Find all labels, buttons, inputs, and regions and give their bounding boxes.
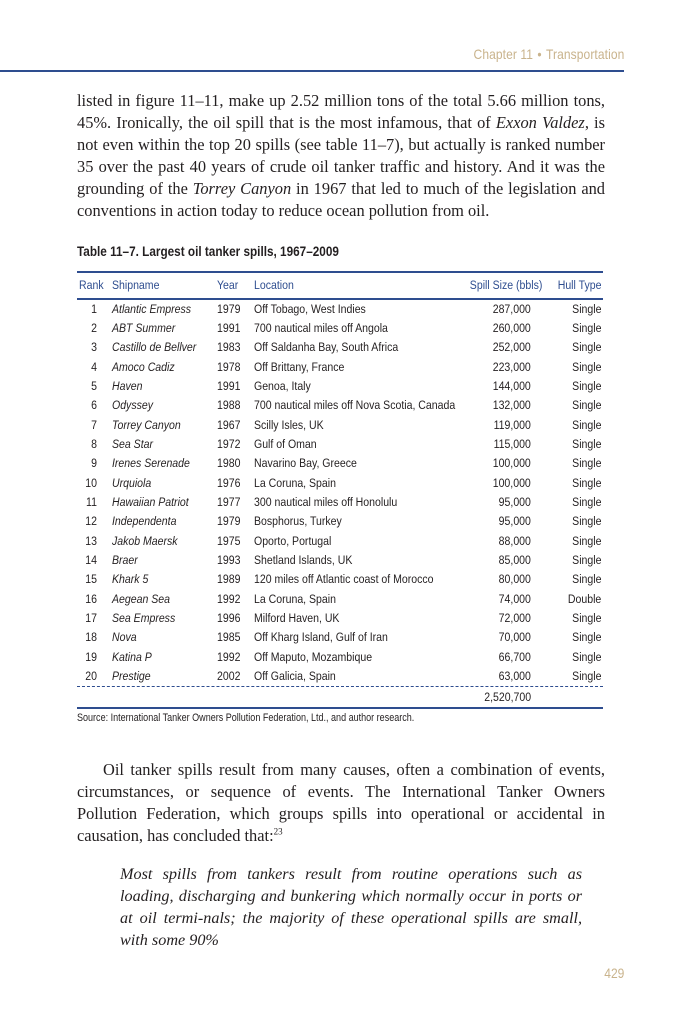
year-cell: 1979 <box>217 301 241 316</box>
table-row <box>77 300 603 319</box>
location-cell: 120 miles off Atlantic coast of Morocco <box>254 572 434 587</box>
rank-cell: 18 <box>85 630 97 645</box>
shipname-cell: Irenes Serenade <box>112 456 190 471</box>
hull-type-cell: Single <box>571 494 601 509</box>
rank-cell: 20 <box>85 669 97 684</box>
location-cell: Scilly Isles, UK <box>254 417 324 432</box>
table-row <box>77 416 603 435</box>
hull-type-cell: Single <box>571 649 601 664</box>
location-cell: 700 nautical miles off Nova Scotia, Canada <box>254 398 456 413</box>
table-row <box>77 609 603 628</box>
year-cell: 1989 <box>217 572 241 587</box>
table-row <box>77 570 603 589</box>
shipname-cell: Haven <box>112 378 143 393</box>
location-cell: 700 nautical miles off Angola <box>254 320 388 335</box>
shipname-cell: Odyssey <box>112 398 153 413</box>
shipname-cell: Independenta <box>112 514 177 529</box>
intro-text-3: in 1967 that led to much of the legislation and conventions in action today to reduce ocean pollution from oil. <box>77 179 605 220</box>
year-cell: 1979 <box>217 514 241 529</box>
shipname-cell: Urquiola <box>112 475 152 490</box>
shipname-cell: Nova <box>112 630 137 645</box>
year-cell: 1991 <box>217 378 241 393</box>
rank-cell: 13 <box>85 533 97 548</box>
location-cell: Gulf of Oman <box>254 436 317 451</box>
spill-size-cell: 252,000 <box>492 340 531 355</box>
shipname-cell: Katina P <box>112 649 152 664</box>
shipname-cell: Sea Star <box>112 436 153 451</box>
intro-text-1: listed in figure 11–11, make up 2.52 million tons of the total 5.66 million tons, 45%. Ironically, the oil spill that is the most infamous, that of <box>77 91 605 132</box>
hull-type-cell: Single <box>571 359 601 374</box>
hull-type-cell: Single <box>571 533 601 548</box>
spill-size-cell: 63,000 <box>498 669 531 684</box>
table-row <box>77 551 603 570</box>
location-cell: Navarino Bay, Greece <box>254 456 357 471</box>
year-cell: 1991 <box>217 320 241 335</box>
spill-size-cell: 223,000 <box>492 359 531 374</box>
year-cell: 1977 <box>217 494 241 509</box>
rank-cell: 4 <box>91 359 97 374</box>
table-bottom-rule <box>77 707 603 709</box>
spill-size-cell: 70,000 <box>498 630 531 645</box>
location-cell: Milford Haven, UK <box>254 611 340 625</box>
rank-cell: 7 <box>91 417 97 432</box>
table-total-value: 2,520,700 <box>484 690 531 705</box>
hull-type-cell: Single <box>571 301 601 316</box>
hull-type-cell: Single <box>571 320 601 335</box>
hull-type-cell: Single <box>571 514 601 529</box>
rank-cell: 9 <box>91 456 97 471</box>
table-row <box>77 628 603 647</box>
year-cell: 1975 <box>217 533 241 548</box>
rank-cell: 17 <box>85 611 97 625</box>
table-row <box>77 358 603 377</box>
hull-type-cell: Double <box>567 591 601 606</box>
location-cell: Off Kharg Island, Gulf of Iran <box>254 630 388 645</box>
spill-size-cell: 287,000 <box>492 301 531 316</box>
section-label: Transportation <box>545 46 624 62</box>
rank-cell: 8 <box>91 436 97 451</box>
shipname-cell: ABT Summer <box>112 320 176 335</box>
chapter-heading <box>473 46 624 62</box>
chapter-label: Chapter 11 <box>473 46 533 62</box>
shipname-cell: Braer <box>112 552 138 567</box>
location-cell: Off Tobago, West Indies <box>254 301 366 316</box>
year-cell: 2002 <box>217 669 241 684</box>
table-row <box>77 319 603 338</box>
year-cell: 1980 <box>217 456 241 471</box>
table-body <box>77 300 603 687</box>
header-hull-type: Hull Type <box>557 278 601 292</box>
intro-text-2: , is not even within the top 20 spills (see table 11–7), but actually is ranked number 35 over the past 40 years of crude oil tanker traffic and history. And it was the grounding of the <box>77 113 605 198</box>
rank-cell: 5 <box>91 378 97 393</box>
table-row <box>77 474 603 493</box>
year-cell: 1976 <box>217 475 241 490</box>
table-row <box>77 338 603 357</box>
year-cell: 1988 <box>217 398 241 413</box>
footnote-marker: 23 <box>273 826 283 837</box>
year-cell: 1972 <box>217 436 241 451</box>
location-cell: Genoa, Italy <box>254 378 311 393</box>
table-row <box>77 377 603 396</box>
body-paragraph-text: Oil tanker spills result from many causes, often a combination of events, circumstances, or sequence of events. The International Tanker Owners Pollution Federation, which groups spills into operational or accidental in causation, has concluded that: <box>77 760 605 845</box>
hull-type-cell: Single <box>571 669 601 684</box>
hull-type-cell: Single <box>571 475 601 490</box>
hull-type-cell: Single <box>571 436 601 451</box>
table-title: Table 11–7. Largest oil tanker spills, 1967–2009 <box>77 243 339 259</box>
page-number: 429 <box>603 965 624 981</box>
table-row <box>77 493 603 512</box>
shipname-cell: Castillo de Bellver <box>112 340 197 355</box>
spill-size-cell: 132,000 <box>492 398 531 413</box>
table-row <box>77 532 603 551</box>
table-row <box>77 396 603 415</box>
location-cell: Off Brittany, France <box>254 359 345 374</box>
rank-cell: 11 <box>86 494 97 509</box>
shipname-cell: Torrey Canyon <box>112 417 181 432</box>
table-row <box>77 590 603 609</box>
rank-cell: 6 <box>91 398 97 413</box>
year-cell: 1983 <box>217 340 241 355</box>
year-cell: 1992 <box>217 591 241 606</box>
intro-paragraph <box>77 90 605 222</box>
spill-size-cell: 88,000 <box>498 533 531 548</box>
table-header-row <box>77 273 603 298</box>
spill-size-cell: 80,000 <box>498 572 531 587</box>
location-cell: 300 nautical miles off Honolulu <box>254 494 398 509</box>
year-cell: 1978 <box>217 359 241 374</box>
spill-size-cell: 100,000 <box>492 456 531 471</box>
header-rule <box>0 70 624 72</box>
spill-size-cell: 260,000 <box>492 320 531 335</box>
hull-type-cell: Single <box>571 417 601 432</box>
running-header <box>0 0 682 72</box>
body-paragraph <box>77 759 605 847</box>
shipname-cell: Khark 5 <box>112 572 149 587</box>
location-cell: Off Galicia, Spain <box>254 669 336 684</box>
table-source-note: Source: International Tanker Owners Pollution Federation, Ltd., and author research. <box>77 712 415 724</box>
spill-size-cell: 85,000 <box>498 552 531 567</box>
year-cell: 1992 <box>217 649 241 664</box>
location-cell: La Coruna, Spain <box>254 591 336 606</box>
spill-size-cell: 95,000 <box>498 494 531 509</box>
location-cell: Off Saldanha Bay, South Africa <box>254 340 399 355</box>
location-cell: Shetland Islands, UK <box>254 552 353 567</box>
hull-type-cell: Single <box>571 378 601 393</box>
rank-cell: 3 <box>91 340 97 355</box>
table-row <box>77 648 603 667</box>
shipname-cell: Sea Empress <box>112 611 176 625</box>
spill-table <box>77 271 603 709</box>
table-row <box>77 435 603 454</box>
table-row <box>77 512 603 531</box>
spill-size-cell: 115,000 <box>493 436 531 451</box>
location-cell: Oporto, Portugal <box>254 533 332 548</box>
spill-size-cell: 119,000 <box>493 417 531 432</box>
hull-type-cell: Single <box>571 340 601 355</box>
shipname-cell: Jakob Maersk <box>112 533 178 548</box>
header-shipname: Shipname <box>112 278 160 292</box>
rank-cell: 12 <box>85 514 97 529</box>
year-cell: 1967 <box>217 417 241 432</box>
year-cell: 1993 <box>217 552 241 567</box>
table-row <box>77 454 603 473</box>
shipname-cell: Atlantic Empress <box>112 301 192 316</box>
rank-cell: 19 <box>85 649 97 664</box>
spill-size-cell: 74,000 <box>498 591 531 606</box>
spill-size-cell: 100,000 <box>492 475 531 490</box>
header-location: Location <box>254 278 294 292</box>
table-total-row <box>77 687 603 707</box>
rank-cell: 1 <box>91 301 97 316</box>
shipname-cell: Prestige <box>112 669 151 684</box>
hull-type-cell: Single <box>571 456 601 471</box>
bullet-separator: • <box>536 46 542 62</box>
block-quote: Most spills from tankers result from routine operations such as loading, discharging and bunkering which normally occur in ports or at oil termi-nals; the majority of these operational spills are small, with some 90% <box>120 865 582 949</box>
spill-size-cell: 72,000 <box>498 611 531 625</box>
rank-cell: 14 <box>85 552 97 567</box>
spill-size-cell: 144,000 <box>492 378 531 393</box>
hull-type-cell: Single <box>571 630 601 645</box>
table-row <box>77 667 603 686</box>
shipname-cell: Hawaiian Patriot <box>112 494 189 509</box>
intro-ship-exxon: Exxon Valdez <box>495 113 585 132</box>
rank-cell: 15 <box>85 572 97 587</box>
spill-size-cell: 66,700 <box>498 649 531 664</box>
shipname-cell: Aegean Sea <box>112 591 170 606</box>
year-cell: 1996 <box>217 611 241 625</box>
rank-cell: 10 <box>85 475 97 490</box>
location-cell: La Coruna, Spain <box>254 475 336 490</box>
intro-ship-torrey: Torrey Canyon <box>192 179 292 198</box>
hull-type-cell: Single <box>571 572 601 587</box>
location-cell: Off Maputo, Mozambique <box>254 649 373 664</box>
header-rank: Rank <box>79 278 104 292</box>
header-year: Year <box>217 278 239 292</box>
rank-cell: 2 <box>91 320 97 335</box>
hull-type-cell: Single <box>571 611 601 625</box>
rank-cell: 16 <box>85 591 97 606</box>
header-spill-size: Spill Size (bbls) <box>469 278 542 292</box>
location-cell: Bosphorus, Turkey <box>254 514 342 529</box>
shipname-cell: Amoco Cadiz <box>112 359 175 374</box>
year-cell: 1985 <box>217 630 241 645</box>
spill-size-cell: 95,000 <box>498 514 531 529</box>
hull-type-cell: Single <box>571 552 601 567</box>
hull-type-cell: Single <box>571 398 601 413</box>
